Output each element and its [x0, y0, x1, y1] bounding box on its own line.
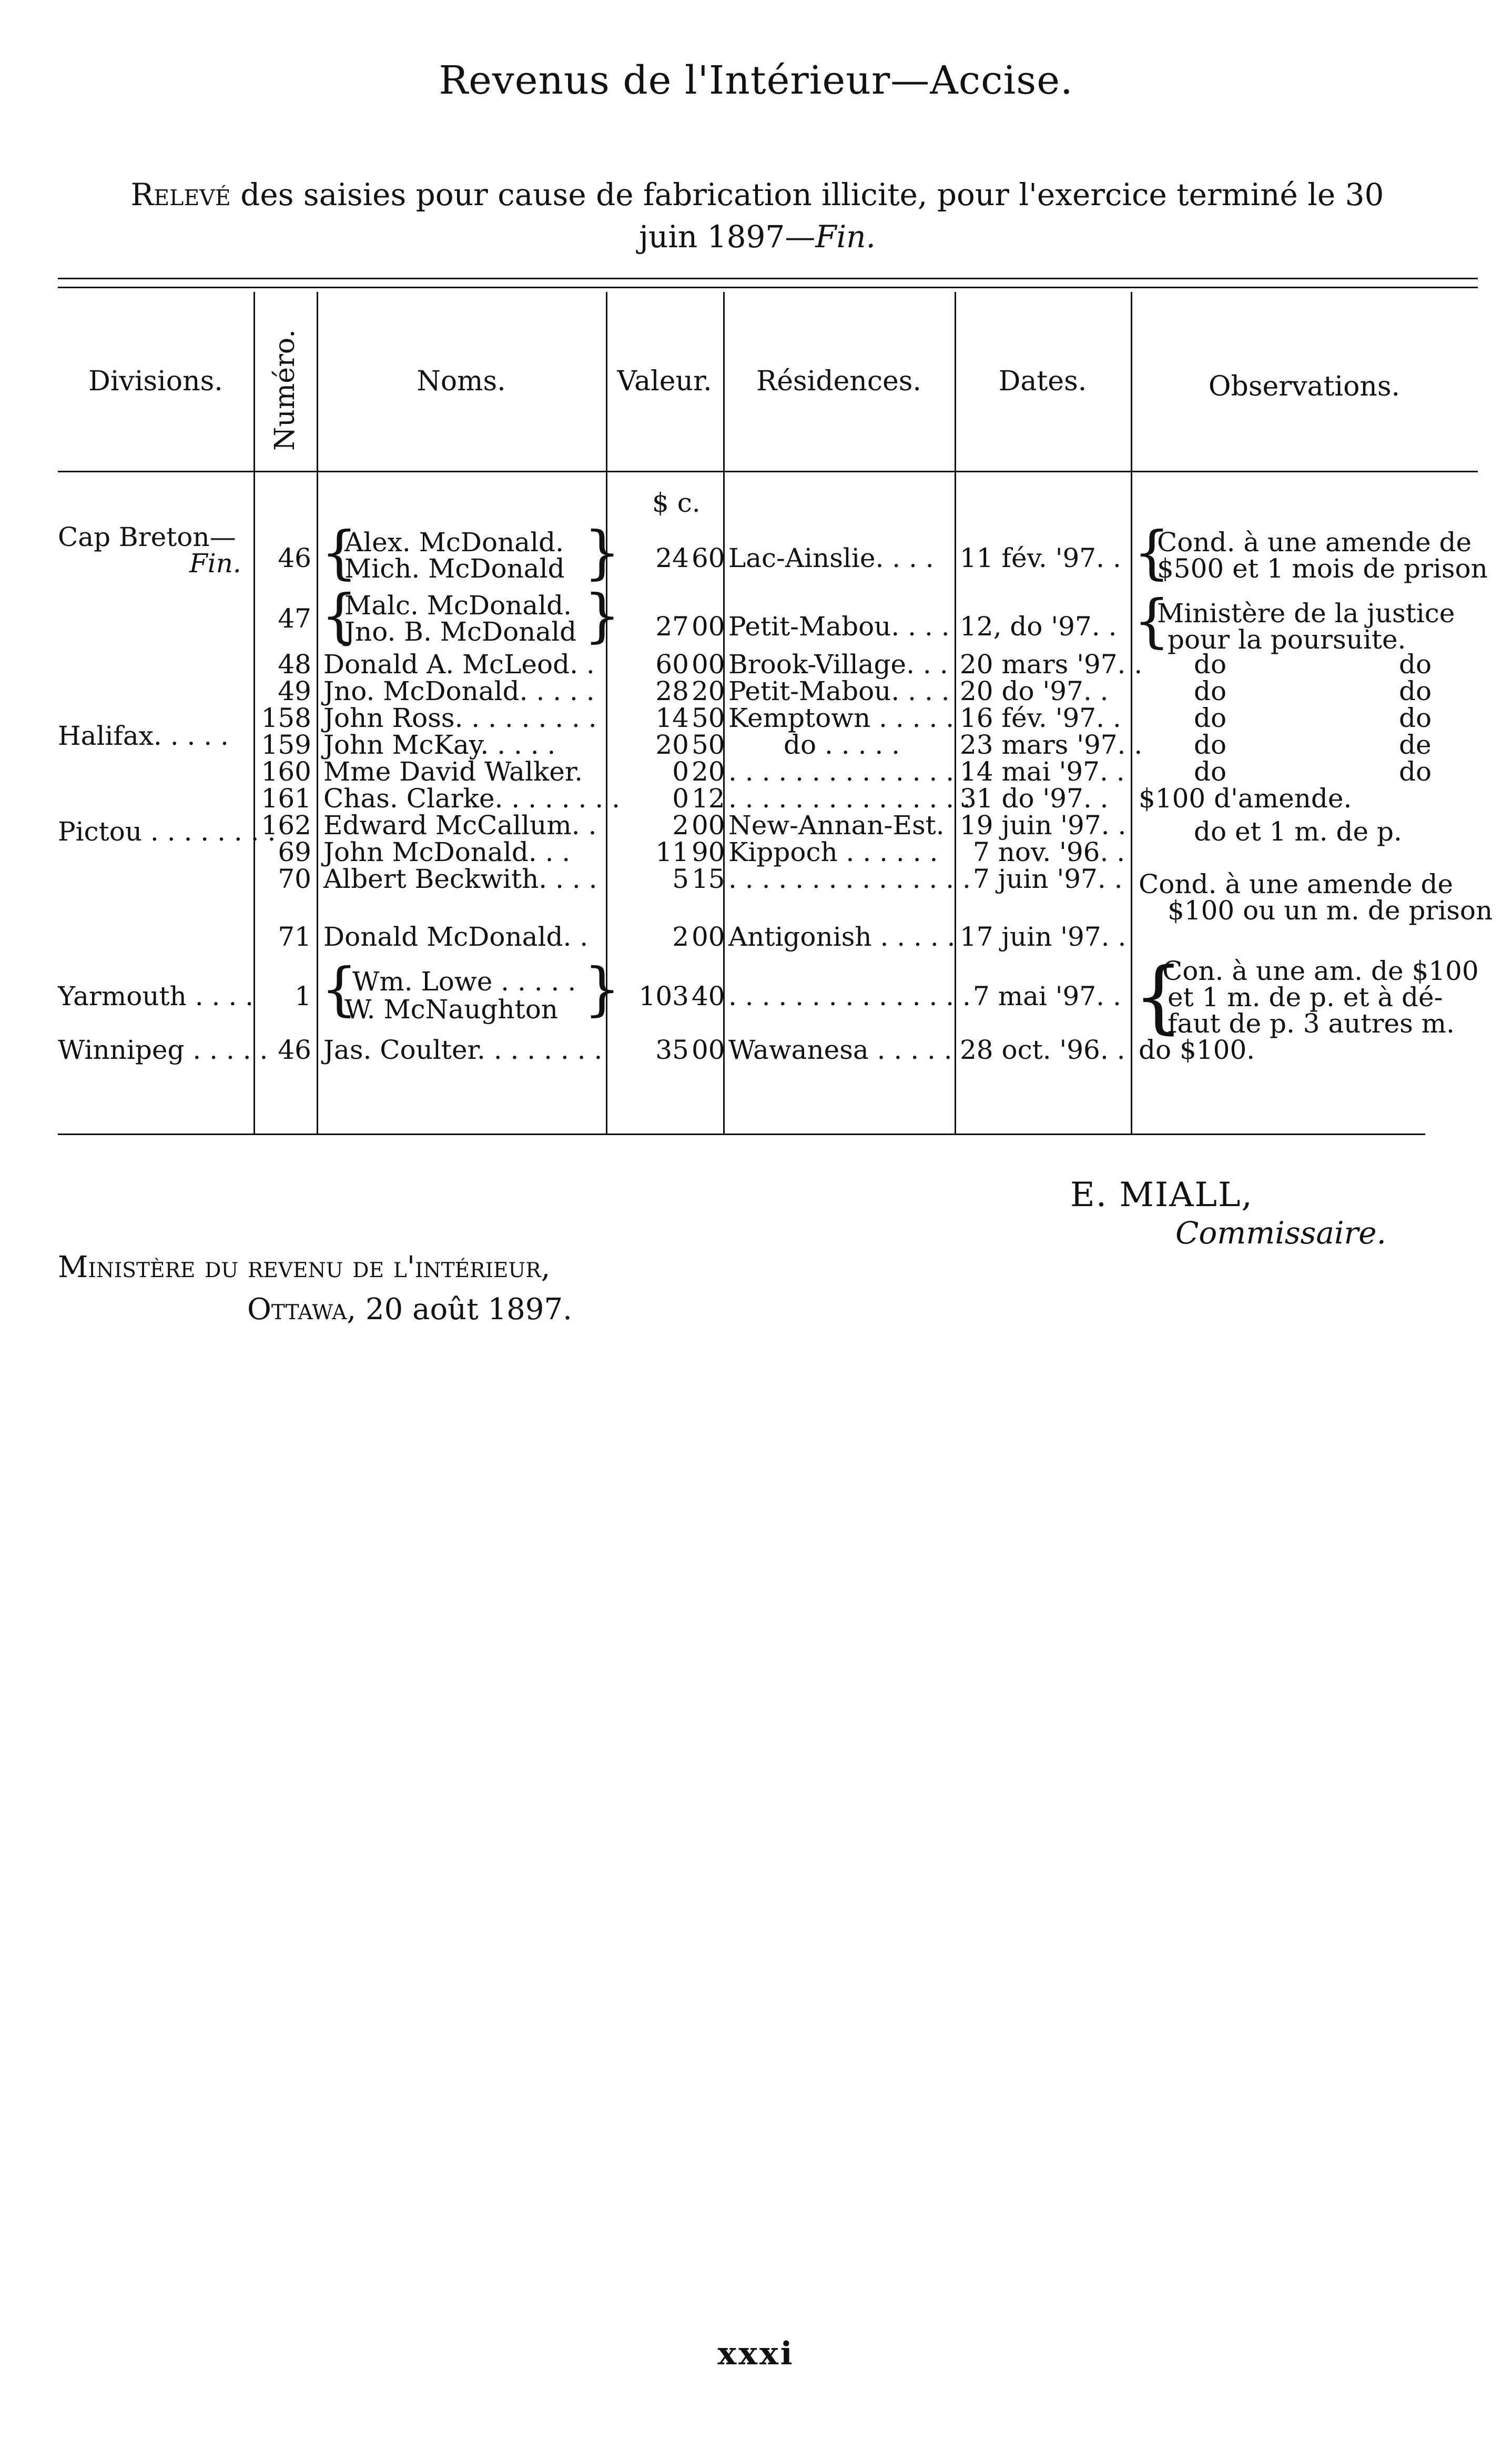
row-cents: 50: [692, 730, 725, 760]
signature-name: E. MIALL,: [1070, 1176, 1253, 1215]
row-date: 7 mai '97. .: [973, 981, 1121, 1011]
row-date: 7 juin '97. .: [973, 864, 1123, 894]
row-observation: $100 ou un m. de prison: [1168, 895, 1493, 926]
row-dollars: 24: [655, 543, 689, 573]
row-name: Wm. Lowe . . . . .: [352, 966, 576, 997]
subtitle-text: des saisies pour cause de fabrication illicite, pour l'exercice terminé le 30 juin 1897—: [230, 177, 1384, 255]
row-number: 71: [278, 922, 311, 952]
row-residence: New-Annan-Est.: [728, 810, 945, 841]
row-residence: Antigonish . . . . .: [728, 922, 956, 952]
row-observation: Cond. à une amende de: [1157, 527, 1472, 558]
row-residence: Wawanesa . . . . .: [728, 1035, 952, 1065]
row-residence: Petit-Mabou. . . .: [728, 611, 950, 642]
row-observation: do: [1194, 676, 1227, 706]
top-rule: [58, 278, 1478, 279]
row-observation: Cond. à une amende de: [1139, 869, 1454, 899]
row-residence: Brook-Village. . .: [728, 649, 948, 680]
header-numero: Numéro.: [269, 329, 301, 451]
division-label: Fin.: [189, 548, 241, 579]
row-observation: do: [1399, 676, 1432, 706]
row-residence: Lac-Ainslie. . . .: [728, 543, 934, 573]
row-observation: pour la poursuite.: [1168, 624, 1406, 655]
division-label: Halifax. . . . .: [58, 721, 229, 751]
row-date: 19 juin '97. .: [960, 810, 1127, 841]
row-name: Edward McCallum. .: [323, 810, 597, 841]
row-number: 158: [261, 703, 311, 733]
row-number: 47: [278, 603, 311, 634]
footer-date: 20 août 1897.: [356, 1292, 572, 1327]
row-observation: et 1 m. de p. et à dé-: [1168, 982, 1443, 1013]
row-cents: 20: [692, 756, 725, 787]
header-residences: Résidences.: [756, 366, 921, 397]
signature-role: Commissaire.: [1175, 1215, 1386, 1251]
page-number: xxxi: [717, 2335, 795, 2372]
row-name: W. McNaughton: [344, 994, 559, 1025]
row-number: 69: [278, 837, 311, 867]
left-brace-icon: {: [321, 582, 358, 649]
row-observation: do $100.: [1139, 1035, 1255, 1065]
row-date: 16 fév. '97. .: [960, 703, 1121, 733]
header-rule: [58, 471, 1478, 472]
row-dollars: 35: [655, 1035, 689, 1065]
row-number: 48: [278, 649, 311, 680]
row-observation: do: [1194, 730, 1227, 760]
header-valeur: Valeur.: [617, 366, 712, 397]
row-date: 20 mars '97. .: [960, 649, 1143, 680]
row-observation: Con. à une am. de $100: [1162, 956, 1479, 986]
left-brace-icon: {: [1133, 519, 1170, 586]
row-dollars: 2: [672, 922, 689, 952]
header-dates: Dates.: [998, 366, 1087, 397]
row-cents: 50: [692, 703, 725, 733]
row-residence: Petit-Mabou. . . .: [728, 676, 950, 706]
row-observation: Ministère de la justice: [1157, 598, 1455, 629]
footer-place: Ottawa,: [247, 1292, 357, 1327]
col-divider: [1131, 292, 1132, 1134]
footer-ministry: [58, 1247, 572, 1331]
row-observation: do: [1194, 756, 1227, 787]
row-observation: do: [1399, 649, 1432, 680]
row-number: 46: [278, 543, 311, 573]
row-cents: 90: [692, 837, 725, 867]
row-date: 11 fév. '97. .: [960, 543, 1121, 573]
row-date: 7 nov. '96. .: [973, 837, 1125, 867]
row-cents: 00: [692, 922, 725, 952]
row-dollars: 0: [672, 756, 689, 787]
row-cents: 40: [692, 981, 725, 1011]
division-label: Winnipeg . . . . .: [58, 1035, 268, 1065]
right-brace-icon: }: [584, 582, 621, 649]
row-name: John Ross. . . . . . . . .: [323, 703, 597, 733]
division-label: Pictou . . . . . . . .: [58, 816, 276, 847]
row-residence: do . . . . .: [784, 730, 900, 760]
footer-line1: Ministère du revenu de l'intérieur,: [58, 1250, 551, 1284]
row-observation: de: [1399, 730, 1432, 760]
row-cents: 00: [692, 1035, 725, 1065]
row-cents: 15: [692, 864, 725, 894]
left-brace-icon: {: [321, 955, 358, 1023]
row-name: Alex. McDonald.: [344, 527, 564, 558]
left-brace-icon: {: [1133, 587, 1170, 654]
row-cents: 20: [692, 676, 725, 706]
seizures-table: [58, 292, 1493, 1134]
row-dollars: 20: [655, 730, 689, 760]
row-name: John McDonald. . .: [323, 837, 571, 867]
row-dollars: 5: [672, 864, 689, 894]
row-cents: 00: [692, 649, 725, 680]
row-observation: do: [1194, 703, 1227, 733]
row-number: 160: [261, 756, 311, 787]
row-name: John McKay. . . . .: [323, 730, 556, 760]
top-rule-2: [58, 287, 1478, 288]
row-observation: do et 1 m. de p.: [1194, 816, 1402, 847]
row-residence: Kippoch . . . . . .: [728, 837, 938, 867]
row-observation: do: [1399, 703, 1432, 733]
row-name: Malc. McDonald.: [344, 590, 572, 621]
row-name: Jno. McDonald. . . . .: [323, 676, 595, 706]
row-name: Jno. B. McDonald: [344, 616, 577, 647]
right-brace-icon: }: [584, 519, 621, 586]
division-label: Cap Breton—: [58, 522, 236, 552]
row-residence: Kemptown . . . . .: [728, 703, 955, 733]
row-residence: . . . . . . . . . . . . . . .: [728, 783, 971, 814]
row-residence: . . . . . . . . . . . . . . .: [728, 756, 971, 787]
row-residence: . . . . . . . . . . . . . . .: [728, 981, 971, 1011]
row-number: 49: [278, 676, 311, 706]
row-name: Albert Beckwith. . . .: [323, 864, 597, 894]
left-brace-icon: {: [1133, 951, 1184, 1043]
row-observation: $500 et 1 mois de prison: [1157, 553, 1488, 584]
currency-label: $ c.: [652, 488, 701, 518]
row-dollars: 27: [655, 611, 689, 642]
row-date: 17 juin '97. .: [960, 922, 1127, 952]
header-noms: Noms.: [417, 366, 506, 397]
row-observation: $100 d'amende.: [1139, 783, 1352, 814]
row-name: Donald McDonald. .: [323, 922, 588, 952]
row-dollars: 103: [638, 981, 689, 1011]
row-date: 31 do '97. .: [960, 783, 1109, 814]
row-residence: . . . . . . . . . . . . . . .: [728, 864, 971, 894]
row-number: 162: [261, 810, 311, 841]
footer-line2: [58, 1289, 572, 1331]
division-label: Yarmouth . . . .: [58, 981, 253, 1011]
row-number: 46: [278, 1035, 311, 1065]
row-number: 70: [278, 864, 311, 894]
left-brace-icon: {: [321, 519, 358, 586]
row-dollars: 0: [672, 783, 689, 814]
col-divider: [317, 292, 318, 1134]
row-date: 28 oct. '96. .: [960, 1035, 1125, 1065]
row-name: Mme David Walker.: [323, 756, 583, 787]
row-cents: 00: [692, 810, 725, 841]
row-cents: 60: [692, 543, 725, 573]
row-dollars: 14: [655, 703, 689, 733]
row-number: 161: [261, 783, 311, 814]
row-date: 14 mai '97. .: [960, 756, 1125, 787]
row-cents: 12: [692, 783, 725, 814]
row-number: 1: [295, 981, 311, 1011]
row-name: Chas. Clarke. . . . . . . .: [323, 783, 620, 814]
subtitle-lead: Relevé: [130, 177, 231, 212]
row-observation: do: [1399, 756, 1432, 787]
row-dollars: 11: [655, 837, 689, 867]
row-date: 23 mars '97. .: [960, 730, 1143, 760]
subtitle-fin: Fin.: [815, 219, 876, 255]
bottom-rule: [58, 1134, 1425, 1135]
right-brace-icon: }: [584, 955, 621, 1023]
row-name: Donald A. McLeod. .: [323, 649, 595, 680]
header-observations: Observations.: [1208, 371, 1401, 402]
row-name: Mich. McDonald: [344, 553, 565, 584]
page-subtitle: [105, 174, 1409, 258]
page-title: Revenus de l'Intérieur—Accise.: [439, 58, 1073, 103]
row-cents: 00: [692, 611, 725, 642]
row-name: Jas. Coulter. . . . . . . .: [323, 1035, 603, 1065]
row-dollars: 28: [655, 676, 689, 706]
row-number: 159: [261, 730, 311, 760]
header-divisions: Divisions.: [88, 366, 223, 397]
row-date: 12, do '97. .: [960, 611, 1117, 642]
row-dollars: 2: [672, 810, 689, 841]
row-dollars: 60: [655, 649, 689, 680]
row-observation: do: [1194, 649, 1227, 680]
row-date: 20 do '97. .: [960, 676, 1109, 706]
row-observation: faut de p. 3 autres m.: [1168, 1008, 1455, 1039]
